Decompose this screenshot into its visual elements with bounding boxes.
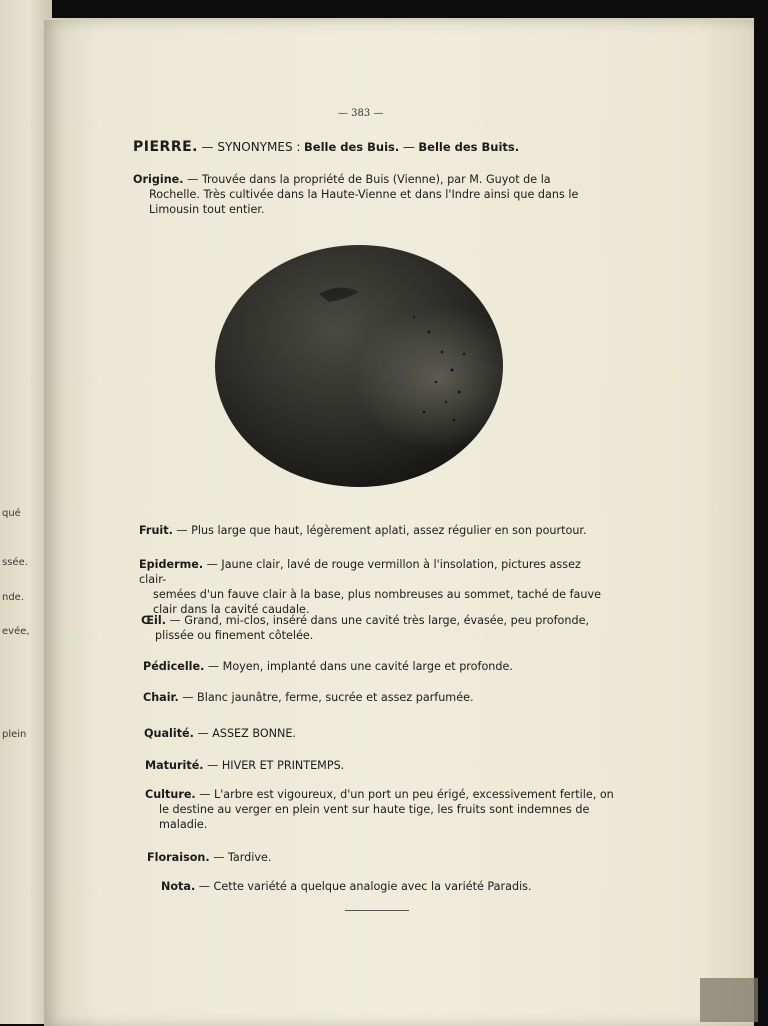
qualite-line-1: — ASSEZ BONNE.: [197, 727, 296, 740]
book-page: [44, 18, 754, 1026]
culture-term: Culture.: [145, 788, 196, 801]
page-number: — 383 —: [338, 108, 384, 119]
floraison-line-1: — Tardive.: [213, 851, 272, 864]
oeil-term: Œil.: [141, 614, 166, 627]
chair-paragraph: [143, 690, 613, 705]
left-page-fragment: ssée.: [2, 557, 28, 568]
origine-term: Origine.: [133, 173, 184, 186]
floraison-paragraph: [147, 850, 617, 865]
origine-line-3: Limousin tout entier.: [149, 203, 265, 216]
pedicelle-line-1: — Moyen, implanté dans une cavité large et profonde.: [207, 660, 513, 673]
maturite-term: Maturité.: [145, 759, 204, 772]
oeil-line-2: plissée ou finement côtelée.: [155, 629, 314, 642]
left-page-fragment: qué: [2, 508, 21, 519]
synonym-1: Belle des Buis.: [304, 140, 400, 154]
culture-line-3: maladie.: [159, 818, 208, 831]
culture-line-2: le destine au verger en plein vent sur haute tige, les fruits sont indemnes de: [159, 803, 590, 816]
oeil-line-1: — Grand, mi-clos, inséré dans une cavité très large, évasée, peu profonde,: [169, 614, 590, 627]
epiderme-paragraph: [139, 557, 609, 617]
epiderme-line-2: semées d'un fauve clair à la base, plus nombreuses au sommet, taché de fauve: [153, 588, 601, 601]
synonym-separator: —: [402, 140, 415, 154]
maturite-paragraph: [145, 758, 615, 773]
oeil-paragraph: [141, 613, 611, 643]
qualite-term: Qualité.: [144, 727, 194, 740]
chair-term: Chair.: [143, 691, 179, 704]
corner-thumbnail: [700, 978, 758, 1022]
epiderme-term: Epiderme.: [139, 558, 204, 571]
left-page-fragment: nde.: [2, 592, 25, 603]
pedicelle-paragraph: [143, 659, 613, 674]
fruit-line-1: — Plus large que haut, légèrement aplati, assez régulier en son pourtour.: [176, 524, 587, 537]
nota-paragraph: [161, 879, 631, 894]
culture-line-1: — L'arbre est vigoureux, d'un port un peu érigé, excessivement fertile, on: [199, 788, 614, 801]
apple-photograph: [214, 242, 504, 487]
qualite-paragraph: [144, 726, 614, 741]
fruit-paragraph: [139, 523, 609, 538]
maturite-line-1: — HIVER ET PRINTEMPS.: [207, 759, 345, 772]
origine-paragraph: [133, 172, 603, 217]
culture-paragraph: [145, 787, 617, 832]
nota-line-1: — Cette variété a quelque analogie avec la variété Paradis.: [198, 880, 532, 893]
origine-line-2: Rochelle. Très cultivée dans la Haute-Vienne et dans l'Indre ainsi que dans le: [149, 188, 579, 201]
nota-term: Nota.: [161, 880, 196, 893]
chair-line-1: — Blanc jaunâtre, ferme, sucrée et assez parfumée.: [182, 691, 474, 704]
end-rule-divider: [345, 910, 409, 911]
floraison-term: Floraison.: [147, 851, 210, 864]
synonyms-label: — SYNONYMES :: [201, 140, 301, 154]
epiderme-line-1: — Jaune clair, lavé de rouge vermillon à l'insolation, pictures assez clair-: [139, 558, 581, 586]
origine-line-1: — Trouvée dans la propriété de Buis (Vienne), par M. Guyot de la: [187, 173, 551, 186]
epiderme-line-3: clair dans la cavité caudale.: [153, 603, 310, 616]
variety-name: PIERRE.: [133, 139, 198, 155]
synonym-2: Belle des Buits.: [418, 140, 520, 154]
pedicelle-term: Pédicelle.: [143, 660, 205, 673]
variety-heading: [133, 140, 519, 155]
fruit-term: Fruit.: [139, 524, 173, 537]
left-page-fragment: evée,: [2, 626, 30, 637]
left-page-fragment: plein: [2, 729, 27, 740]
